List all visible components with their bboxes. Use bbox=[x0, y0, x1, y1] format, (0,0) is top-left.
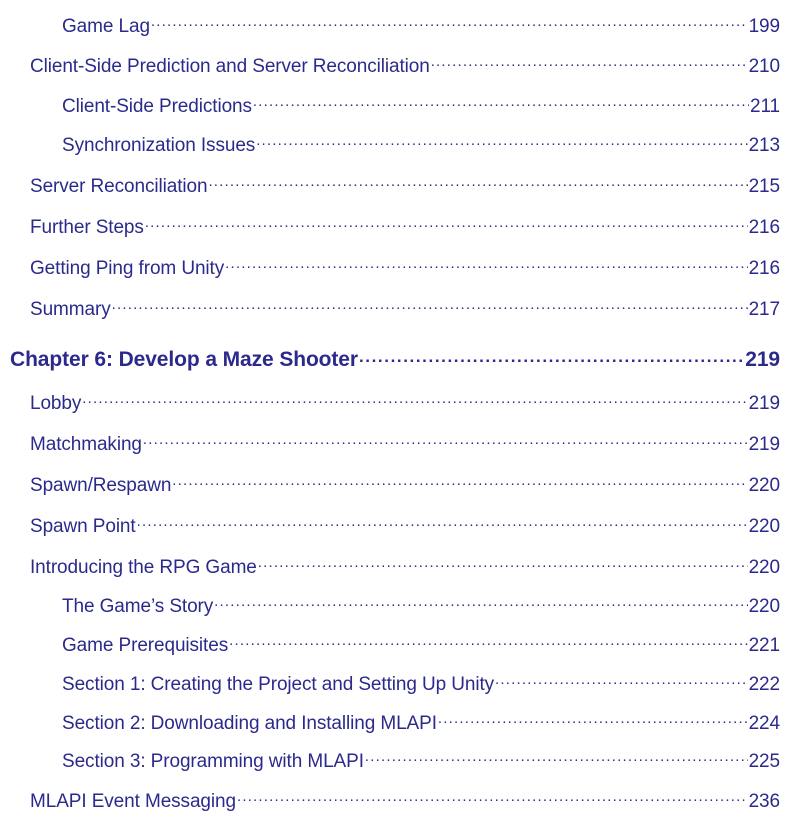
toc-entry-title: Synchronization Issues bbox=[62, 135, 256, 156]
toc-entry bbox=[62, 588, 780, 619]
toc-entry bbox=[30, 426, 780, 457]
toc-entry-title: Spawn/Respawn bbox=[30, 475, 172, 496]
toc-entry bbox=[30, 467, 780, 498]
toc-chapter-title: Chapter 6: Develop a Maze Shooter bbox=[10, 348, 358, 371]
toc-entry-title: Game Lag bbox=[62, 16, 150, 37]
toc-entry-title: Section 2: Downloading and Installing MLAPI bbox=[62, 713, 437, 734]
dot-leader bbox=[151, 8, 748, 32]
toc-entry bbox=[30, 291, 780, 322]
toc-entry-title: Game Prerequisites bbox=[62, 635, 229, 656]
toc-entry-page: 236 bbox=[748, 791, 780, 812]
toc-entry-page: 220 bbox=[748, 557, 780, 578]
dot-leader bbox=[495, 666, 748, 690]
dot-leader bbox=[145, 209, 748, 233]
dot-leader bbox=[214, 588, 747, 612]
toc-entry-page: 211 bbox=[750, 96, 780, 117]
toc-entry-title: Section 3: Programming with MLAPI bbox=[62, 751, 364, 772]
toc-entry-title: Introducing the RPG Game bbox=[30, 557, 257, 578]
toc-entry bbox=[30, 549, 780, 580]
dot-leader bbox=[431, 48, 748, 72]
toc-chapter-heading bbox=[10, 342, 780, 372]
toc-entry-title: Spawn Point bbox=[30, 516, 136, 537]
toc-entry-title: MLAPI Event Messaging bbox=[30, 791, 236, 812]
toc-entry-page: 219 bbox=[748, 393, 780, 414]
toc-entry-title: Lobby bbox=[30, 393, 82, 414]
toc-chapter-page: 219 bbox=[745, 348, 780, 371]
toc-entry-title: Summary bbox=[30, 299, 111, 320]
toc-entry-title: Server Reconciliation bbox=[30, 176, 208, 197]
dot-leader bbox=[143, 426, 748, 450]
toc-entry-page: 220 bbox=[748, 516, 780, 537]
toc-entry bbox=[62, 88, 780, 119]
toc-entry-page: 220 bbox=[748, 596, 780, 617]
toc-entry-title: The Game’s Story bbox=[62, 596, 214, 617]
toc-entry bbox=[62, 8, 780, 39]
toc-entry bbox=[30, 783, 780, 814]
dot-leader bbox=[82, 385, 747, 409]
toc-entry-page: 215 bbox=[748, 176, 780, 197]
dot-leader bbox=[229, 627, 747, 651]
toc-entry-title: Getting Ping from Unity bbox=[30, 258, 225, 279]
toc-entry-page: 217 bbox=[748, 299, 780, 320]
toc-entry-title: Further Steps bbox=[30, 217, 144, 238]
toc-entry bbox=[30, 508, 780, 539]
dot-leader bbox=[225, 250, 747, 274]
dot-leader bbox=[365, 743, 748, 767]
toc-entry bbox=[62, 705, 780, 736]
dot-leader bbox=[253, 88, 749, 112]
dot-leader bbox=[208, 168, 747, 192]
toc-entry-page: 224 bbox=[748, 713, 780, 734]
toc-entry-title: Client-Side Prediction and Server Reconciliation bbox=[30, 56, 430, 77]
toc-entry-page: 219 bbox=[748, 434, 780, 455]
dot-leader bbox=[112, 291, 748, 315]
toc-entry-page: 225 bbox=[748, 751, 780, 772]
dot-leader bbox=[438, 705, 748, 729]
toc-entry-page: 216 bbox=[748, 258, 780, 279]
dot-leader bbox=[256, 127, 747, 151]
dot-leader bbox=[237, 783, 748, 807]
toc-entry-page: 213 bbox=[748, 135, 780, 156]
toc-entry bbox=[62, 666, 780, 697]
toc-entry-title: Matchmaking bbox=[30, 434, 142, 455]
toc-entry bbox=[30, 48, 780, 79]
dot-leader bbox=[258, 549, 748, 573]
toc-entry bbox=[30, 385, 780, 416]
toc-entry bbox=[30, 250, 780, 281]
toc-entry-page: 221 bbox=[748, 635, 780, 656]
toc-entry bbox=[30, 168, 780, 199]
toc-entry bbox=[30, 209, 780, 240]
toc-entry-page: 222 bbox=[748, 674, 780, 695]
toc-entry-page: 210 bbox=[748, 56, 780, 77]
toc-entry bbox=[62, 627, 780, 658]
dot-leader bbox=[172, 467, 747, 491]
toc-entry bbox=[62, 743, 780, 774]
toc-entry-title: Section 1: Creating the Project and Setting Up Unity bbox=[62, 674, 495, 695]
toc-entry-page: 199 bbox=[748, 16, 780, 37]
toc-entry-page: 220 bbox=[748, 475, 780, 496]
toc-entry-page: 216 bbox=[748, 217, 780, 238]
toc-entry bbox=[62, 127, 780, 158]
toc-entry-title: Client-Side Predictions bbox=[62, 96, 252, 117]
dot-leader bbox=[137, 508, 748, 532]
dot-leader bbox=[359, 342, 744, 366]
